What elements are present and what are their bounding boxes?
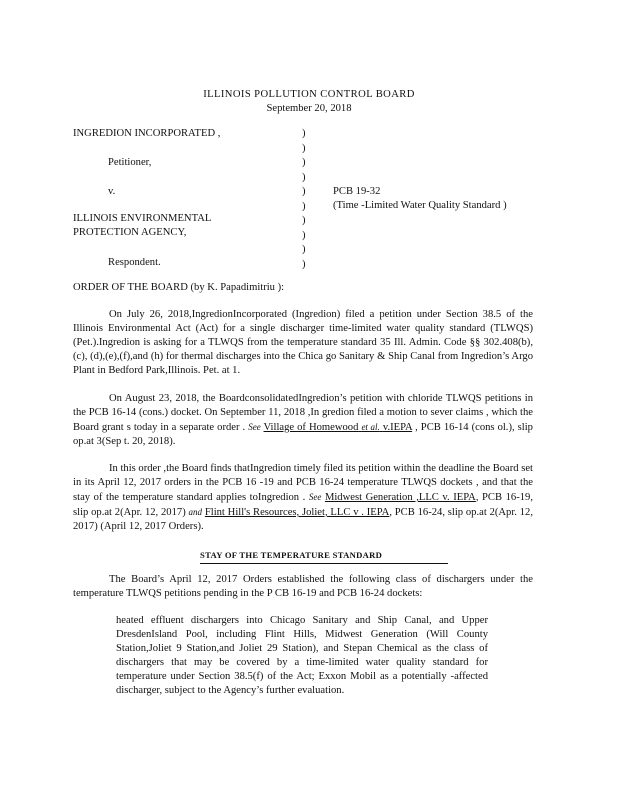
caption-divider (302, 127, 312, 272)
respondent-name-line-2: PROTECTION AGENCY, (73, 227, 187, 238)
case-citation-homewood: Village of Homewood et al. v.IEPA (263, 422, 413, 433)
paragraph-2-text: On August 23, 2018, the BoardconsolidatedIngredion’s petition with chloride TLWQS petitions in the PCB 16-14 (cons.) docket. On September 11, 2018 ,In gredion filed a motion to sever claims , which the Board grant s today in a separate order . (73, 393, 533, 433)
case-citation-flint-hills: Flint Hill's Resources, Joliet, LLC v . IEPA (204, 507, 390, 518)
case-type: (Time -Limited Water Quality Standard ) (333, 200, 507, 211)
paragraph-3-text: In this order ,the Board finds thatIngredion timely filed its petition within the deadline the Board set in its April 12, 2017 orders in the PCB 16 -19 and PCB 16-24 temperature TLWQS dockets , and that the stay of the temperature standard applies toIngredion . (73, 463, 533, 503)
petitioner-name: INGREDION INCORPORATED , (73, 128, 221, 139)
paragraph-3-mid: , PCB 16-19, slip op.at 2(Apr. 12, 2017) (73, 492, 533, 518)
case-number: PCB 19-32 (333, 186, 381, 197)
case-citation-midwest: Midwest Generation ,LLC v. IEPA (324, 492, 476, 503)
paragraph-1: On July 26, 2018,IngredionIncorporated (Ingredion) filed a petition under Section 38.5 of the Illinois Environmental Act (Act) for a single discharger time-limited water quality standard (TLWQS) (Pet.).Ingredion is asking for a TLWQS from the temperature standard 35 Ill. Admin. Code §§ 302.408(b), (c), (d),(e),(f),and (h) for thermal discharges into the Chica go Sanitary & Ship Canal from Ingredion’s Argo Plant in Bedford Park,Illinois. Pet. at 1. (73, 309, 533, 376)
caption-paren: ) (302, 142, 306, 154)
see-signal: See (248, 422, 261, 432)
see-signal: See (308, 492, 322, 502)
and-signal: and (188, 507, 203, 517)
agency-title: ILLINOIS POLLUTION CONTROL BOARD (203, 89, 415, 100)
paragraph-2 (73, 392, 533, 449)
caption-paren: ) (302, 157, 306, 168)
respondent-role: Respondent. (108, 257, 161, 268)
caption-paren: ) (302, 186, 306, 197)
paragraph-3-tail: , PCB 16-24, slip op.at 2(Apr. 12, 2017) (April 12, 2017 Orders). (73, 507, 533, 532)
section-heading: STAY OF THE TEMPERATURE STANDARD (200, 548, 448, 564)
caption-paren: ) (302, 128, 306, 139)
order-date: September 20, 2018 (266, 103, 352, 114)
petitioner-role: Petitioner, (108, 157, 152, 168)
caption-paren: ) (302, 258, 306, 270)
caption-paren: ) (302, 244, 306, 255)
versus-label: v. (108, 186, 116, 197)
caption-paren: ) (302, 171, 306, 183)
respondent-name-line-1: ILLINOIS ENVIRONMENTAL (73, 213, 212, 224)
paragraph-4: The Board’s April 12, 2017 Orders established the following class of dischargers under the temperature TLWQS petitions pending in the P CB 16-19 and PCB 16-24 dockets: (73, 574, 533, 599)
caption-paren: ) (302, 229, 306, 241)
caption-paren: ) (302, 215, 306, 226)
paragraph-2-tail: , PCB 16-14 (cons ol.), slip op.at 3(Sep t. 20, 2018). (73, 422, 533, 447)
caption-paren: ) (302, 200, 306, 212)
block-quote: heated effluent dischargers into Chicago Sanitary and Ship Canal, and Upper DresdenIsland Pool, including Flint Hills, Midwest Generation (Will County Station,Joliet 9 Station,and Joliet 29 Station), and Stepan Chemical as the class of dischargers that may be covered by a time-limited water quality standard for temperature under Section 38.5(f) of the Act; Exxon Mobil as a potentially -affected discharger, subject to the Agency’s further evaluation. (116, 615, 488, 696)
order-of-the-board: ORDER OF THE BOARD (by K. Papadimitriu ): (73, 282, 285, 293)
paragraph-3 (73, 462, 533, 534)
